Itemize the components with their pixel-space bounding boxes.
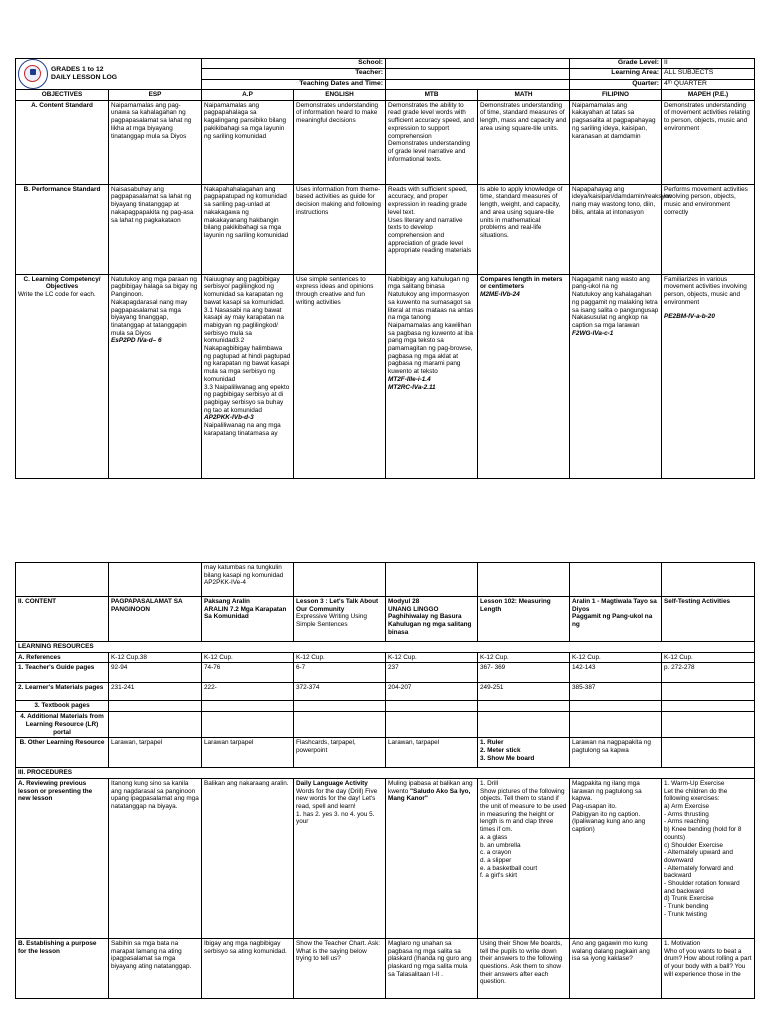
tb-mapeh bbox=[662, 701, 755, 712]
school-label: School: bbox=[202, 59, 386, 69]
col-filipino: FILIPINO bbox=[570, 90, 662, 101]
tg-mapeh: p. 272-278 bbox=[662, 663, 755, 683]
est-mtb: Maglaro ng unahan sa pagbasa ng mga salita sa plaskard (Ihanda ng guro ang plaskard ng mga salita mula sa Talasalitaan I-II . bbox=[386, 938, 478, 998]
tb-english bbox=[294, 701, 386, 712]
col-esp: ESP bbox=[109, 90, 202, 101]
carryover-empty-2 bbox=[109, 563, 202, 597]
other-ap: Larawan tarpapel bbox=[202, 738, 294, 768]
carryover-ap: may katumbas na tungkulin bilang kasapi ng komunidad AP2PKK-IVe-4 bbox=[202, 563, 294, 597]
other-mtb: Larawan, tarpapel bbox=[386, 738, 478, 768]
other-english: Flashcards, tarpapel, powerpoint bbox=[294, 738, 386, 768]
am-mtb bbox=[386, 712, 478, 738]
ref-mapeh: K-12 Cup. bbox=[662, 652, 755, 663]
tb-filipino bbox=[570, 701, 662, 712]
grade-level-label: Grade Level: bbox=[570, 59, 662, 69]
row-textbook bbox=[16, 701, 755, 712]
row-reviewing bbox=[16, 778, 755, 938]
row-establishing bbox=[16, 938, 755, 998]
learning-competency-sublabel: Write the LC code for each. bbox=[18, 291, 96, 299]
learning-area-label: Learning Area: bbox=[570, 69, 662, 79]
cell-ps-mtb: Reads with sufficient speed, accuracy, and proper expression in reading grade level text. Uses literary and narrative texts to develop comprehension and appreciation of grade level appropriate reading materials bbox=[386, 184, 478, 274]
lm-mapeh bbox=[662, 683, 755, 701]
lc-math-text: Compares length in meters or centimeters bbox=[480, 275, 563, 291]
rev-math: 1. Drill Show pictures of the following objects. Tell them to stand if the unit of measure to be used in measuring the height or length is m and clap three times if cm. a. a glass b. an umbrella c. a crayon d. a slipper e. a basketball court f. a girl's skirt bbox=[478, 778, 570, 938]
lc-filipino-code: F2WG-IVa-c-1 bbox=[572, 329, 614, 337]
rev-mtb bbox=[386, 778, 478, 938]
am-ap bbox=[202, 712, 294, 738]
content-filipino-sub: Paggamit ng Pang-ukol na ng bbox=[572, 613, 653, 629]
lm-esp: 231-241 bbox=[109, 683, 202, 701]
lc-mtb-code-1: MT2F-IIIe-i-1.4 bbox=[388, 375, 431, 383]
tg-esp: 92-94 bbox=[109, 663, 202, 683]
tg-mtb: 237 bbox=[386, 663, 478, 683]
lm-math: 249-251 bbox=[478, 683, 570, 701]
rev-ap: Balikan ang nakaraang aralin. bbox=[202, 778, 294, 938]
ref-ap: K-12 Cup. bbox=[202, 652, 294, 663]
am-filipino bbox=[570, 712, 662, 738]
cell-ps-esp: Naisasabuhay ang pagpapasalamat sa lahat ng biyayang tinatanggap at nakapagpapakita ng pag-asa sa lahat ng pagkakataon bbox=[109, 184, 202, 274]
col-ap: A.P bbox=[202, 90, 294, 101]
cell-lc-ap bbox=[202, 274, 294, 478]
other-filipino: Larawan na nagpapakita ng pagtulong sa kapwa bbox=[570, 738, 662, 768]
row-performance-standard bbox=[16, 184, 755, 274]
carryover-empty-4 bbox=[386, 563, 478, 597]
row-content bbox=[16, 597, 755, 642]
dates-label: Teaching Dates and Time: bbox=[202, 79, 386, 89]
ref-mtb: K-12 Cup. bbox=[386, 652, 478, 663]
lc-mapeh-text: Familiarizes in various movement activities involving person, objects, music and environment bbox=[664, 275, 747, 306]
col-math: MATH bbox=[478, 90, 570, 101]
col-english: ENGLISH bbox=[294, 90, 386, 101]
tb-math bbox=[478, 701, 570, 712]
logo-block bbox=[16, 59, 202, 90]
est-math: Using their Show Me boards, tell the pupils to write down their answers to the following questions. Ask them to show their answers after each question. bbox=[478, 938, 570, 998]
row-teachers-guide bbox=[16, 663, 755, 683]
other-esp: Larawan, tarpapel bbox=[109, 738, 202, 768]
grade-level-value: II bbox=[662, 59, 755, 69]
lm-filipino: 385-387 bbox=[570, 683, 662, 701]
content-mtb: Modyul 28 UNANG LINGGO Paghihiwalay ng Basura Kahulugan ng mga salitang binasa bbox=[386, 597, 478, 642]
content-english-title: Lesson 3 : Let's Talk About Our Community bbox=[296, 598, 379, 613]
dll-page-1 bbox=[15, 58, 754, 479]
content-english-sub: Expressive Writing Using Simple Sentences bbox=[296, 613, 367, 629]
other-label: B. Other Learning Resource bbox=[16, 738, 109, 768]
content-esp: PAGPAPASALAMAT SA PANGINOON bbox=[109, 597, 202, 642]
col-objectives: OBJECTIVES bbox=[16, 90, 109, 101]
col-mtb: MTB bbox=[386, 90, 478, 101]
ref-esp: K-12 Cup.38 bbox=[109, 652, 202, 663]
cell-lc-mapeh bbox=[662, 274, 755, 478]
carryover-empty-5 bbox=[478, 563, 570, 597]
cell-ps-math: Is able to apply knowledge of time, standard measures of length, weight, and capacity, and area using square-tile units in mathematical problems and real-life situations. bbox=[478, 184, 570, 274]
tg-label: 1. Teacher's Guide pages bbox=[16, 663, 109, 683]
school-value bbox=[386, 59, 570, 69]
quarter-label: Quarter: bbox=[570, 79, 662, 89]
lc-esp-text: Natutukoy ang mga paraan ng pagbibigay halaga sa bigay ng Panginoon. Nakapagdarasal nang may pagpapasalamat sa mga biyayang tinanggap, tinatanggap at tatanggapin mula sa Diyos bbox=[111, 275, 198, 337]
reviewing-label: A. Reviewing previous lesson or presenting the new lesson bbox=[16, 778, 109, 938]
am-math bbox=[478, 712, 570, 738]
cell-ps-english: Uses information from theme-based activities as guide for decision making and following instructions bbox=[294, 184, 386, 274]
quarter-value: 4ᵗʰ QUARTER bbox=[662, 79, 755, 89]
content-filipino-title: Aralin 1 - Magtiwala Tayo sa Diyos bbox=[572, 598, 657, 613]
row-procedures bbox=[16, 768, 755, 779]
textbook-label: 3. Textbook pages bbox=[16, 701, 109, 712]
lc-ap-text-2: Naipaliliwanag na ang mga karapatang tinatamasa ay bbox=[204, 422, 281, 437]
tg-filipino: 142-143 bbox=[570, 663, 662, 683]
row-learning-competency bbox=[16, 274, 755, 478]
learning-competency-cell bbox=[16, 274, 109, 478]
deped-seal-icon bbox=[18, 59, 48, 89]
rev-esp: Itanong kung sino sa kanila ang nagdarasal sa panginoon upang ipagpasalamat ang mga natatanggap na biyaya. bbox=[109, 778, 202, 938]
rev-mtb-title: "Saludo Ako Sa Iyo, Mang Kanor" bbox=[388, 787, 471, 803]
tg-ap: 74-76 bbox=[202, 663, 294, 683]
est-mapeh: 1. Motivation Who of you wants to beat a drum? How about rolling a part of your body with a ball? You will experience those in the bbox=[662, 938, 755, 998]
tg-math: 367- 369 bbox=[478, 663, 570, 683]
lc-math-code: M2ME-IVb-24 bbox=[480, 291, 520, 299]
rev-filipino: Magpakita ng ilang mga larawan ng pagtulong sa kapwa. Pag-usapan ito. Pabigyan ito ng caption. (Ipaliwanag kung ano ang caption) bbox=[570, 778, 662, 938]
carryover-empty-1 bbox=[16, 563, 109, 597]
lc-ap-text: Naiuugnay ang pagbibigay serbisyo/ pagiliingkod ng komunidad sa karapatan ng bawat kasapi sa komunidad. 3.1 Nasasabi na ang bawat kasapi ay may karapatan na mabigyan ng paglilingkod/ serbisyo mula sa komunidad3.2 Nakapagbibigay halimbawa ng pagtupad at hindi pagtupad ng karapatan ng bawat kasapi mula sa mga serbisyo ng komunidad 3.3 Naipaliliwanag ang epekto ng pagbibigay serbisyo at di pagbigay serbisyo sa buhay ng tao at komunidad bbox=[204, 275, 291, 414]
cell-cs-esp: Naipamamalas ang pag-unawa sa kahalagahan ng pagpapasalamat sa lahat ng likha at mga biyayang tinatanggap mula sa Diyos bbox=[109, 100, 202, 184]
cell-ps-filipino: Napapahayag ang ideya/kaisipan/damdamin/reaksyon nang may wastong tono, diin, bilis, antala at intonasyon bbox=[570, 184, 662, 274]
carryover-empty-3 bbox=[294, 563, 386, 597]
references-label: A. References bbox=[16, 652, 109, 663]
cell-lc-filipino bbox=[570, 274, 662, 478]
rev-mapeh: 1. Warm-Up Exercise Let the children do the following exercises: a) Arm Exercise - Arms thrusting - Arms reaching b) Knee bending (hold for 8 counts) c) Shoulder Exercise - Alternately upward and downward - Alternately forward and backward - Shoulder rotation forward and backward d) Trunk Exercise - Trunk bending - Trunk twisting bbox=[662, 778, 755, 938]
establishing-label: B. Establishing a purpose for the lesson bbox=[16, 938, 109, 998]
ref-math: K-12 Cup. bbox=[478, 652, 570, 663]
est-english: Show the Teacher Chart. Ask: What is the saying below trying to tell us? bbox=[294, 938, 386, 998]
log-title: DAILY LESSON LOG bbox=[51, 74, 118, 81]
lm-english: 372-374 bbox=[294, 683, 386, 701]
cell-cs-math: Demonstrates understanding of time, standard measures of length, mass and capacity and area using square-tile units. bbox=[478, 100, 570, 184]
cell-cs-filipino: Naipamamalas ang kakayahan at tatas sa pagsasalita at pagpapahayag ng sariling ideya, kaisipan, karanasan at damdamin bbox=[570, 100, 662, 184]
content-english bbox=[294, 597, 386, 642]
am-mapeh bbox=[662, 712, 755, 738]
content-math: Lesson 102: Measuring Length bbox=[478, 597, 570, 642]
row-references bbox=[16, 652, 755, 663]
lm-mtb: 204-207 bbox=[386, 683, 478, 701]
tb-esp bbox=[109, 701, 202, 712]
lc-esp-code: EsP2PD IVa-d– 6 bbox=[111, 337, 162, 345]
am-english bbox=[294, 712, 386, 738]
cell-cs-mapeh: Demonstrates understanding of movement activities relating to person, objects, music and environment bbox=[662, 100, 755, 184]
cell-ps-ap: Nakapahahalagahan ang pagpapatupad ng komunidad sa sariling pag-unlad at nakakagawa ng makakayanang hakbangin bilang pakikibahagi sa mga layunin ng sariling komunidad bbox=[202, 184, 294, 274]
lm-label: 2. Learner's Materials pages bbox=[16, 683, 109, 701]
cell-ps-mapeh: Performs movement activities involving person, objects, music and environment correctly bbox=[662, 184, 755, 274]
tb-mtb bbox=[386, 701, 478, 712]
est-ap: Ibigay ang mga nagbibigay serbisyo sa ating komunidad. bbox=[202, 938, 294, 998]
header-row-school bbox=[16, 59, 755, 69]
lc-ap-code: AP2PKK-IVb-d-3 bbox=[204, 414, 254, 422]
dll-table-page-2 bbox=[15, 562, 755, 999]
other-mapeh bbox=[662, 738, 755, 768]
tg-english: 6-7 bbox=[294, 663, 386, 683]
dates-value bbox=[386, 79, 570, 89]
teacher-value bbox=[386, 69, 570, 79]
row-other-resources bbox=[16, 738, 755, 768]
lc-filipino-text: Nagagamit nang wasto ang pang-ukol na ng Natutukoy ang kahalagahan ng paggamit ng malaking letra sa isang salita o pangungusap Nakasusulat ng angkop na caption sa mga larawan bbox=[572, 275, 659, 329]
lc-mapeh-code: PE2BM-IV-a-b-20 bbox=[664, 312, 715, 320]
carryover-empty-7 bbox=[662, 563, 755, 597]
rev-mtb-text: Muling ipabasa at balikan ang kwento bbox=[388, 779, 473, 795]
content-filipino bbox=[570, 597, 662, 642]
other-math: 1. Ruler 2. Meter stick 3. Show Me board bbox=[478, 738, 570, 768]
est-filipino: Ano ang gagawin mo kung walang dalang pagkain ang isa sa iyong kaklase? bbox=[570, 938, 662, 998]
lc-mtb-code-2: MT2RC-IVa-2.11 bbox=[388, 383, 436, 391]
dll-table-page-1 bbox=[15, 58, 755, 479]
row-content-standard bbox=[16, 100, 755, 184]
learning-competency-label: C. Learning Competency/ Objectives bbox=[23, 275, 101, 291]
learning-resources-label: LEARNING RESOURCES bbox=[16, 642, 755, 653]
rev-english-text: Words for the day (Drill) Five new words for the day! Let's read, spell and learn! 1. has 2. yes 3. no 4. you 5. your bbox=[296, 787, 378, 826]
content-ap: Paksang Aralin ARALIN 7.2 Mga Karapatan Sa Komunidad bbox=[202, 597, 294, 642]
performance-standard-label: B. Performance Standard bbox=[16, 184, 109, 274]
carryover-empty-6 bbox=[570, 563, 662, 597]
grades-title: GRADES 1 to 12 bbox=[51, 66, 104, 73]
learning-area-value: ALL SUBJECTS bbox=[662, 69, 755, 79]
cell-cs-mtb: Demonstrates the ability to read grade level words with sufficient accuracy speed, and expression to support comprehension Demonstrates understanding of grade level narrative and informational texts. bbox=[386, 100, 478, 184]
rev-english bbox=[294, 778, 386, 938]
lc-mtb-text: Nabibigay ang kahulugan ng mga salitang binasa Natutukoy ang impormasyon sa kuwento na sumasagot sa literal at mas mataas na antas na mga tanong Naipamamalas ang kawilihan sa pagbasa ng kuwento at iba pang mga teksto sa pamamagitan ng pag-browse, pagbasa ng mga aklat at pagbasa ng marami pang kuwento at teksto bbox=[388, 275, 474, 376]
teacher-label: Teacher: bbox=[202, 69, 386, 79]
row-carryover bbox=[16, 563, 755, 597]
lm-ap: 222- bbox=[202, 683, 294, 701]
col-mapeh: MAPEH (P.E.) bbox=[662, 90, 755, 101]
row-learning-resources bbox=[16, 642, 755, 653]
rev-english-title: Daily Language Activity bbox=[296, 779, 368, 787]
ref-filipino: K-12 Cup. bbox=[570, 652, 662, 663]
row-learners-materials bbox=[16, 683, 755, 701]
cell-cs-ap: Naipamamalas ang pagpapahalaga sa kagalingang pansibiko bilang pakikibahagi sa mga layunin ng sariling komunidad bbox=[202, 100, 294, 184]
est-esp: Sabihin sa mga bata na marapat lamang na ating ipagpasalamat sa mga biyayang ating natatanggap. bbox=[109, 938, 202, 998]
cell-lc-english: Use simple sentences to express ideas and opinions through creative and fun writing activities bbox=[294, 274, 386, 478]
cell-lc-mtb bbox=[386, 274, 478, 478]
content-standard-label: A. Content Standard bbox=[16, 100, 109, 184]
cell-lc-math bbox=[478, 274, 570, 478]
dll-page-2 bbox=[15, 562, 754, 999]
procedures-label: III. PROCEDURES bbox=[16, 768, 755, 779]
additional-label: 4. Additional Materials from Learning Resource (LR) portal bbox=[16, 712, 109, 738]
cell-lc-esp bbox=[109, 274, 202, 478]
am-esp bbox=[109, 712, 202, 738]
content-mapeh: Self-Testing Activities bbox=[662, 597, 755, 642]
tb-ap bbox=[202, 701, 294, 712]
row-additional-materials bbox=[16, 712, 755, 738]
cell-cs-english: Demonstrates understanding of information heard to make meaningful decisions bbox=[294, 100, 386, 184]
content-label: II. CONTENT bbox=[16, 597, 109, 642]
column-header-row bbox=[16, 90, 755, 101]
ref-english: K-12 Cup. bbox=[294, 652, 386, 663]
